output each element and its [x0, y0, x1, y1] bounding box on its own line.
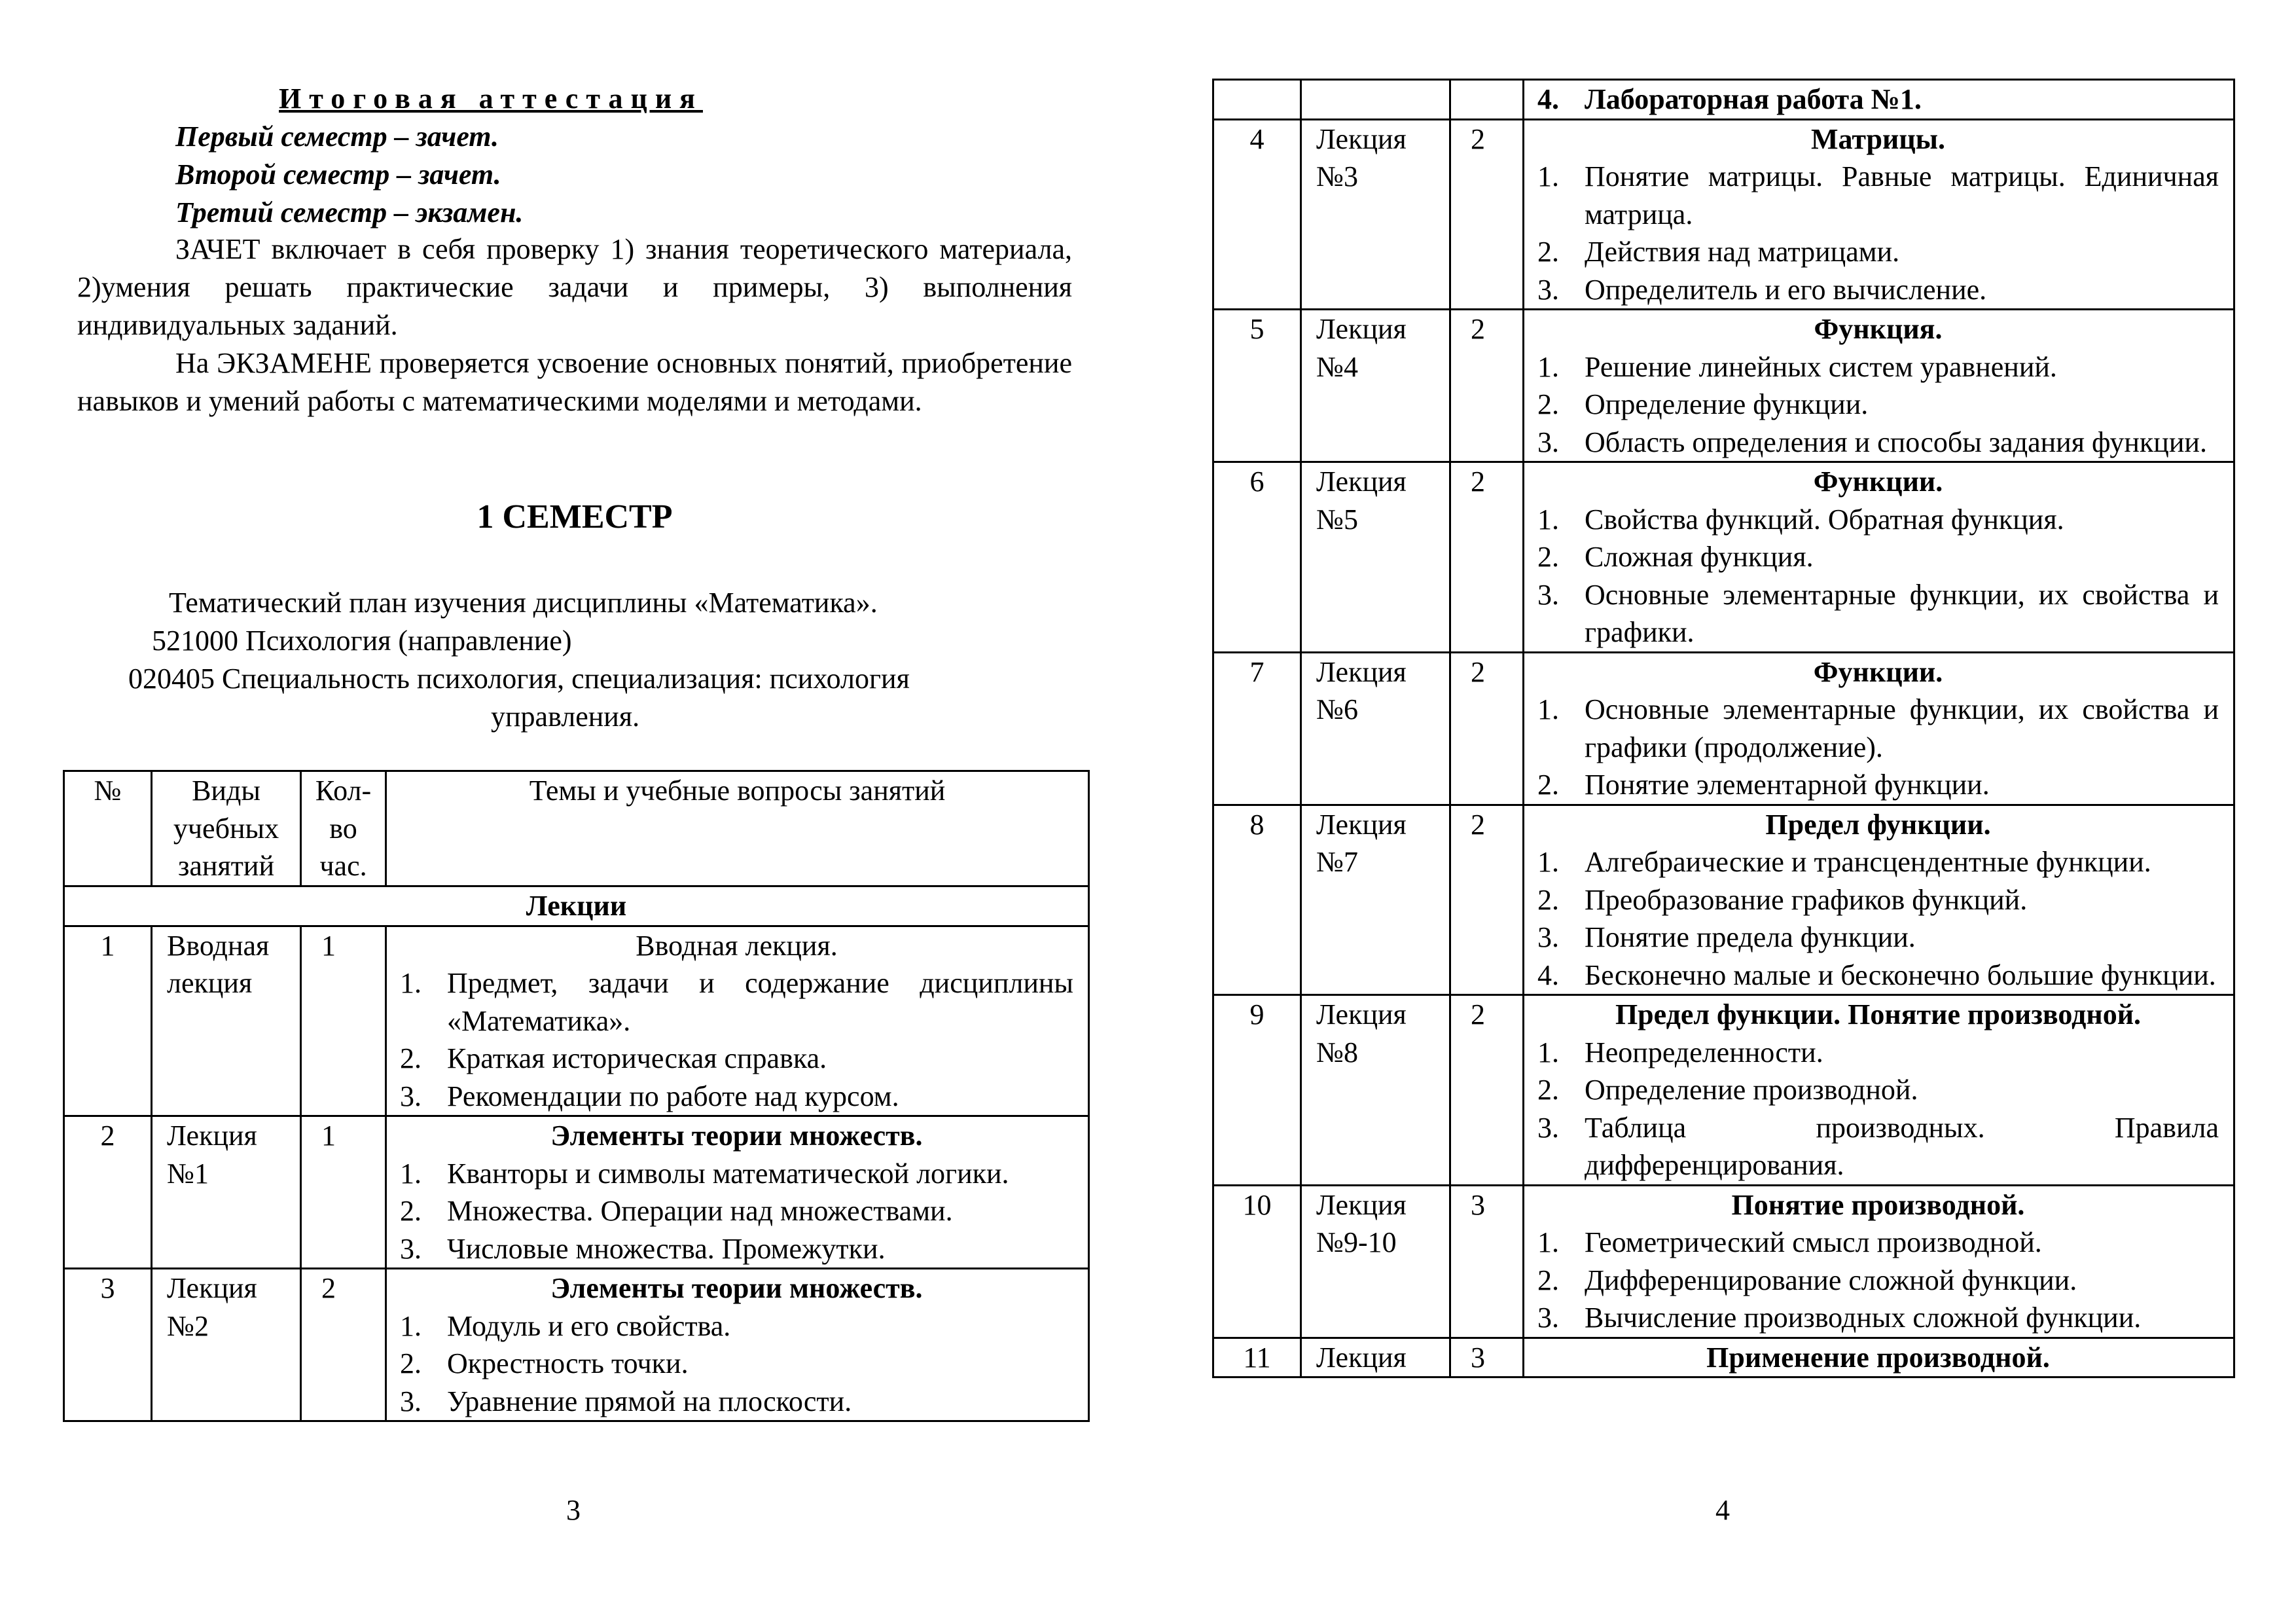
question-item — [1537, 881, 2219, 919]
question-item — [1537, 1034, 2219, 1072]
topic-title: Вводная лекция. — [636, 929, 838, 962]
question-item — [400, 1383, 1073, 1421]
question-number: 1. — [1537, 160, 1559, 192]
question-text: Числовые множества. Промежутки. — [447, 1232, 886, 1265]
plan-line-4: управления. — [491, 701, 640, 733]
semester-1-line: Первый семестр – зачет. — [175, 120, 499, 153]
lesson-hours: 2 — [1450, 652, 1524, 805]
question-text: Кванторы и символы математической логики. — [447, 1157, 1009, 1190]
question-text: Окрестность точки. — [447, 1347, 689, 1379]
lesson-number: 6 — [1213, 462, 1301, 653]
lessons-table-left — [63, 770, 1090, 1422]
question-text: Преобразование графиков функций. — [1585, 883, 2028, 916]
attestation-title: Итоговая аттестация — [279, 82, 703, 115]
question-text: Множества. Операции над множествами. — [447, 1195, 953, 1227]
plan-line-1: Тематический план изучения дисциплины «Математика». — [169, 587, 878, 619]
question-item — [1537, 1071, 2219, 1109]
question-text: Дифференцирование сложной функции. — [1585, 1264, 2077, 1296]
question-text: Алгебраические и трансцендентные функции. — [1585, 846, 2151, 878]
lesson-number: 4 — [1213, 119, 1301, 310]
question-text: Понятие предела функции. — [1585, 921, 1916, 953]
question-number: 4. — [1537, 83, 1559, 115]
question-number: 3. — [1537, 578, 1559, 611]
topic-title: Матрицы. — [1810, 122, 1946, 155]
question-item — [400, 1078, 1073, 1116]
lesson-type: Лекция №2 — [152, 1269, 301, 1421]
zachet-paragraph: ЗАЧЕТ включает в себя проверку 1) знания теоретического материала, 2)умения решать практические задачи и примеры, 3) выполнения индивидуальных заданий. — [77, 233, 1072, 341]
lesson-number: 10 — [1213, 1185, 1301, 1338]
lesson-topics — [1524, 80, 2234, 120]
lesson-hours: 1 — [301, 926, 386, 1116]
question-number: 1. — [400, 1309, 422, 1342]
question-text: Определитель и его вычисление. — [1585, 273, 1987, 306]
lesson-hours: 3 — [1450, 1338, 1524, 1377]
plan-line-3: 020405 Специальность психология, специализация: психология — [128, 663, 910, 695]
question-number: 2. — [400, 1347, 422, 1379]
question-text: Определение функции. — [1585, 388, 1869, 420]
question-number: 2. — [400, 1042, 422, 1074]
question-text: Область определения и способы задания функции. — [1585, 426, 2207, 458]
question-list — [1537, 691, 2219, 804]
question-item — [1537, 271, 2219, 309]
lesson-hours: 2 — [1450, 462, 1524, 653]
lesson-row — [1213, 1185, 2234, 1338]
question-text: Решение линейных систем уравнений. — [1585, 350, 2057, 383]
header-topics: Темы и учебные вопросы занятий — [386, 771, 1089, 886]
plan-line-2: 521000 Психология (направление) — [152, 625, 572, 657]
question-number: 2. — [1537, 541, 1559, 573]
question-item — [1537, 576, 2219, 651]
lesson-type: Лекция №8 — [1301, 995, 1450, 1186]
question-list — [1537, 348, 2219, 462]
lessons-table-right — [1212, 79, 2235, 1378]
lesson-type: Лекция №5 — [1301, 462, 1450, 653]
topic-title: Функции. — [1813, 655, 1943, 688]
topic-title: Функция. — [1814, 313, 1943, 345]
page-number: 4 — [1715, 1494, 1730, 1526]
question-text: Геометрический смысл производной. — [1585, 1226, 2042, 1258]
question-text: Модуль и его свойства. — [447, 1309, 731, 1342]
lesson-row — [1213, 310, 2234, 462]
header-hours-text: Кол-во час. — [315, 775, 372, 882]
question-item — [400, 964, 1073, 1040]
question-list — [1537, 843, 2219, 994]
question-item — [1537, 766, 2219, 804]
semester-2-line: Второй семестр – зачет. — [175, 158, 501, 191]
topic-title: Предел функции. Понятие производной. — [1615, 998, 2142, 1030]
question-number: 2. — [1537, 236, 1559, 268]
question-list — [1537, 81, 2219, 119]
question-text: Сложная функция. — [1585, 541, 1814, 573]
right-page — [1148, 0, 2296, 1623]
lesson-row — [64, 1269, 1089, 1421]
header-num: № — [64, 771, 152, 886]
question-text: Предмет, задачи и содержание дисциплины «Математика». — [447, 967, 1073, 1037]
question-number: 1. — [1537, 693, 1559, 725]
lesson-number — [1213, 80, 1301, 120]
question-item — [1537, 1299, 2219, 1337]
question-number: 3. — [1537, 426, 1559, 458]
topic-title: Предел функции. — [1765, 808, 1991, 841]
lesson-hours: 1 — [301, 1116, 386, 1269]
header-hours — [301, 771, 386, 886]
lesson-topics — [386, 1116, 1089, 1269]
lesson-row — [1213, 1338, 2234, 1377]
question-item — [400, 1040, 1073, 1078]
question-number: 3. — [1537, 921, 1559, 953]
question-item — [1537, 386, 2219, 424]
lesson-number: 3 — [64, 1269, 152, 1421]
lesson-topics — [1524, 310, 2234, 462]
semester-3-line: Третий семестр – экзамен. — [175, 196, 524, 228]
question-number: 3. — [400, 1232, 422, 1265]
question-item — [1537, 1109, 2219, 1184]
question-item — [1537, 843, 2219, 881]
lesson-type: Вводная лекция — [152, 926, 301, 1116]
question-item — [1537, 957, 2219, 994]
question-list — [1537, 1224, 2219, 1337]
lesson-number: 2 — [64, 1116, 152, 1269]
question-text: Понятие элементарной функции. — [1585, 769, 1990, 801]
question-item — [1537, 919, 2219, 957]
lesson-type — [1301, 80, 1450, 120]
lesson-type: Лекция №6 — [1301, 652, 1450, 805]
question-number: 1. — [1537, 350, 1559, 383]
lesson-number: 7 — [1213, 652, 1301, 805]
lesson-type: Лекция — [1301, 1338, 1450, 1377]
lesson-hours: 2 — [1450, 995, 1524, 1186]
question-item — [1537, 501, 2219, 539]
question-number: 2. — [1537, 769, 1559, 801]
lesson-hours: 2 — [1450, 310, 1524, 462]
question-item — [1537, 348, 2219, 386]
exam-paragraph: На ЭКЗАМЕНЕ проверяется усвоение основных понятий, приобретение навыков и умений работы с математическими моделями и методами. — [77, 347, 1072, 417]
question-number: 3. — [1537, 273, 1559, 306]
lesson-type: Лекция №9-10 — [1301, 1185, 1450, 1338]
question-list — [400, 1155, 1073, 1268]
lectures-band-row — [64, 886, 1089, 926]
question-text: Лабораторная работа №1. — [1585, 83, 1922, 115]
question-item — [1537, 158, 2219, 233]
question-text: Понятие матрицы. Равные матрицы. Единичная матрица. — [1585, 160, 2219, 230]
question-item — [1537, 1224, 2219, 1262]
lesson-number: 8 — [1213, 805, 1301, 995]
lesson-number: 9 — [1213, 995, 1301, 1186]
lesson-hours: 2 — [301, 1269, 386, 1421]
lesson-hours — [1450, 80, 1524, 120]
lesson-type: Лекция №7 — [1301, 805, 1450, 995]
lesson-number: 5 — [1213, 310, 1301, 462]
lesson-topics — [1524, 652, 2234, 805]
question-list — [1537, 501, 2219, 651]
topic-title: Применение производной. — [1706, 1341, 2050, 1374]
question-list — [400, 964, 1073, 1115]
question-item — [1537, 1262, 2219, 1300]
question-number: 1. — [1537, 846, 1559, 878]
lesson-row — [1213, 995, 2234, 1186]
question-list — [400, 1307, 1073, 1421]
question-item — [400, 1230, 1073, 1268]
question-text: Основные элементарные функции, их свойства и графики. — [1585, 578, 2219, 648]
lesson-topics — [1524, 462, 2234, 653]
question-text: Основные элементарные функции, их свойства и графики (продолжение). — [1585, 693, 2219, 763]
question-text: Краткая историческая справка. — [447, 1042, 827, 1074]
question-item — [1537, 691, 2219, 766]
lesson-hours: 3 — [1450, 1185, 1524, 1338]
header-types-text: Виды учебных занятий — [173, 775, 279, 882]
question-number: 1. — [1537, 1036, 1559, 1068]
lesson-row — [1213, 80, 2234, 120]
lesson-row — [1213, 805, 2234, 995]
question-text: Неопределенности. — [1585, 1036, 1823, 1068]
topic-title: Элементы теории множеств. — [550, 1120, 923, 1152]
question-text: Определение производной. — [1585, 1074, 1918, 1106]
lesson-number: 11 — [1213, 1338, 1301, 1377]
lesson-topics — [1524, 119, 2234, 310]
lesson-row — [64, 1116, 1089, 1269]
question-number: 2. — [1537, 1264, 1559, 1296]
question-item — [1537, 538, 2219, 576]
question-text: Таблица производных. Правила дифференцирования. — [1585, 1111, 2219, 1181]
question-list — [1537, 158, 2219, 308]
question-number: 2. — [1537, 883, 1559, 916]
lesson-topics — [386, 1269, 1089, 1421]
question-item — [400, 1307, 1073, 1345]
lesson-row — [1213, 119, 2234, 310]
lesson-topics — [1524, 1185, 2234, 1338]
page-number: 3 — [566, 1494, 581, 1526]
question-item — [1537, 81, 2219, 119]
question-number: 1. — [1537, 503, 1559, 536]
question-item — [1537, 233, 2219, 271]
question-text: Бесконечно малые и бесконечно большие функции. — [1585, 958, 2216, 991]
question-text: Уравнение прямой на плоскости. — [447, 1385, 852, 1417]
question-item — [400, 1345, 1073, 1383]
table-header-row — [64, 771, 1089, 886]
lesson-row — [1213, 462, 2234, 653]
question-number: 1. — [400, 967, 422, 999]
lesson-hours: 2 — [1450, 119, 1524, 310]
question-text: Действия над матрицами. — [1585, 236, 1900, 268]
question-number: 1. — [1537, 1226, 1559, 1258]
topic-title: Понятие производной. — [1731, 1188, 2025, 1221]
lesson-topics — [1524, 805, 2234, 995]
question-text: Вычисление производных сложной функции. — [1585, 1302, 2142, 1334]
lesson-topics — [1524, 1338, 2234, 1377]
lesson-hours: 2 — [1450, 805, 1524, 995]
lesson-topics — [1524, 995, 2234, 1186]
question-number: 3. — [1537, 1302, 1559, 1334]
question-number: 1. — [400, 1157, 422, 1190]
lectures-label: Лекции — [64, 886, 1089, 926]
question-number: 2. — [400, 1195, 422, 1227]
question-number: 2. — [1537, 388, 1559, 420]
section-heading: 1 СЕМЕСТР — [476, 498, 673, 536]
question-number: 3. — [400, 1385, 422, 1417]
header-types — [152, 771, 301, 886]
question-number: 3. — [400, 1080, 422, 1112]
lesson-number: 1 — [64, 926, 152, 1116]
lesson-row — [1213, 652, 2234, 805]
question-list — [1537, 1034, 2219, 1184]
question-item — [400, 1155, 1073, 1193]
topic-title: Элементы теории множеств. — [550, 1272, 923, 1304]
question-number: 4. — [1537, 958, 1559, 991]
lesson-type: Лекция №3 — [1301, 119, 1450, 310]
question-item — [400, 1192, 1073, 1230]
question-item — [1537, 424, 2219, 462]
question-text: Рекомендации по работе над курсом. — [447, 1080, 899, 1112]
lesson-type: Лекция №1 — [152, 1116, 301, 1269]
question-text: Свойства функций. Обратная функция. — [1585, 503, 2064, 536]
lesson-topics — [386, 926, 1089, 1116]
topic-title: Функции. — [1813, 465, 1943, 498]
lesson-type: Лекция №4 — [1301, 310, 1450, 462]
question-number: 2. — [1537, 1074, 1559, 1106]
lesson-row — [64, 926, 1089, 1116]
question-number: 3. — [1537, 1111, 1559, 1144]
